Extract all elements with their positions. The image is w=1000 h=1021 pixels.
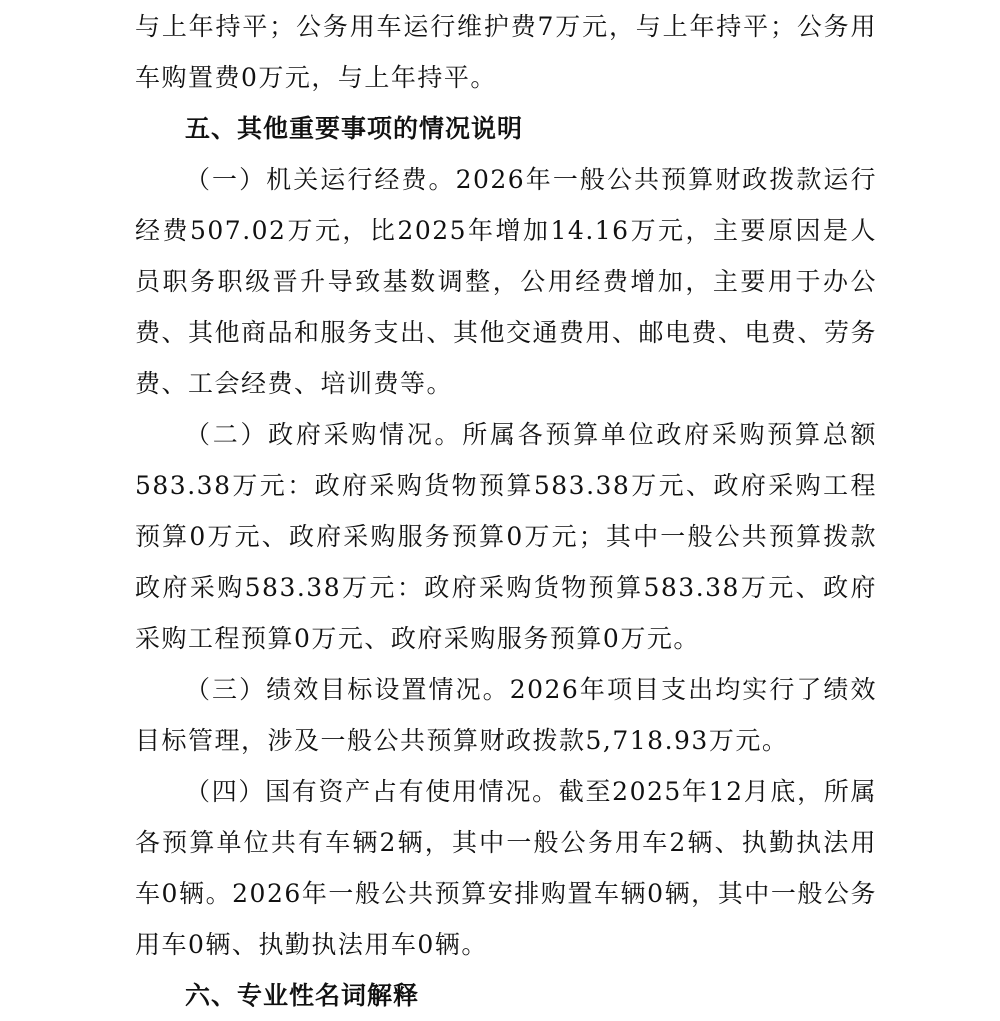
paragraph-body: 所属各预算单位政府采购预算总额583.38万元：政府采购货物预算583.38万元、政府采购工程预算0万元、政府采购服务预算0万元；其中一般公共预算拨款政府采购583.38万元：政府采购货物预算583.38万元、政府采购工程预算0万元、政府采购服务预算0万元。 bbox=[135, 420, 877, 653]
continuation-paragraph: 与上年持平；公务用车运行维护费7万元，与上年持平；公务用车购置费0万元，与上年持平。 bbox=[135, 12, 877, 92]
paragraph-operating-funds bbox=[135, 154, 877, 409]
paragraph-lead: （四）国有资产占有使用情况。 bbox=[185, 777, 559, 806]
document-page bbox=[135, 0, 877, 1021]
paragraph-performance-targets bbox=[135, 664, 877, 766]
paragraph-body: 2026年项目支出均实行了绩效目标管理，涉及一般公共预算财政拨款5,718.93万元。 bbox=[135, 675, 877, 755]
paragraph-state-assets bbox=[135, 766, 877, 970]
section-6-heading: 六、专业性名词解释 bbox=[185, 981, 420, 1010]
section-5-heading: 五、其他重要事项的情况说明 bbox=[185, 114, 524, 143]
paragraph-lead: （三）绩效目标设置情况。 bbox=[185, 675, 510, 704]
paragraph-lead: （一）机关运行经费。 bbox=[185, 165, 456, 194]
paragraph-government-procurement bbox=[135, 409, 877, 664]
paragraph-body: 截至2025年12月底，所属各预算单位共有车辆2辆，其中一般公务用车2辆、执勤执法用车0辆。2026年一般公共预算安排购置车辆0辆，其中一般公务用车0辆、执勤执法用车0辆。 bbox=[135, 777, 877, 959]
paragraph-body: 2026年一般公共预算财政拨款运行经费507.02万元，比2025年增加14.16万元，主要原因是人员职务职级晋升导致基数调整，公用经费增加，主要用于办公费、其他商品和服务支出、其他交通费用、邮电费、电费、劳务费、工会经费、培训费等。 bbox=[135, 165, 878, 398]
paragraph-lead: （二）政府采购情况。 bbox=[185, 420, 463, 449]
